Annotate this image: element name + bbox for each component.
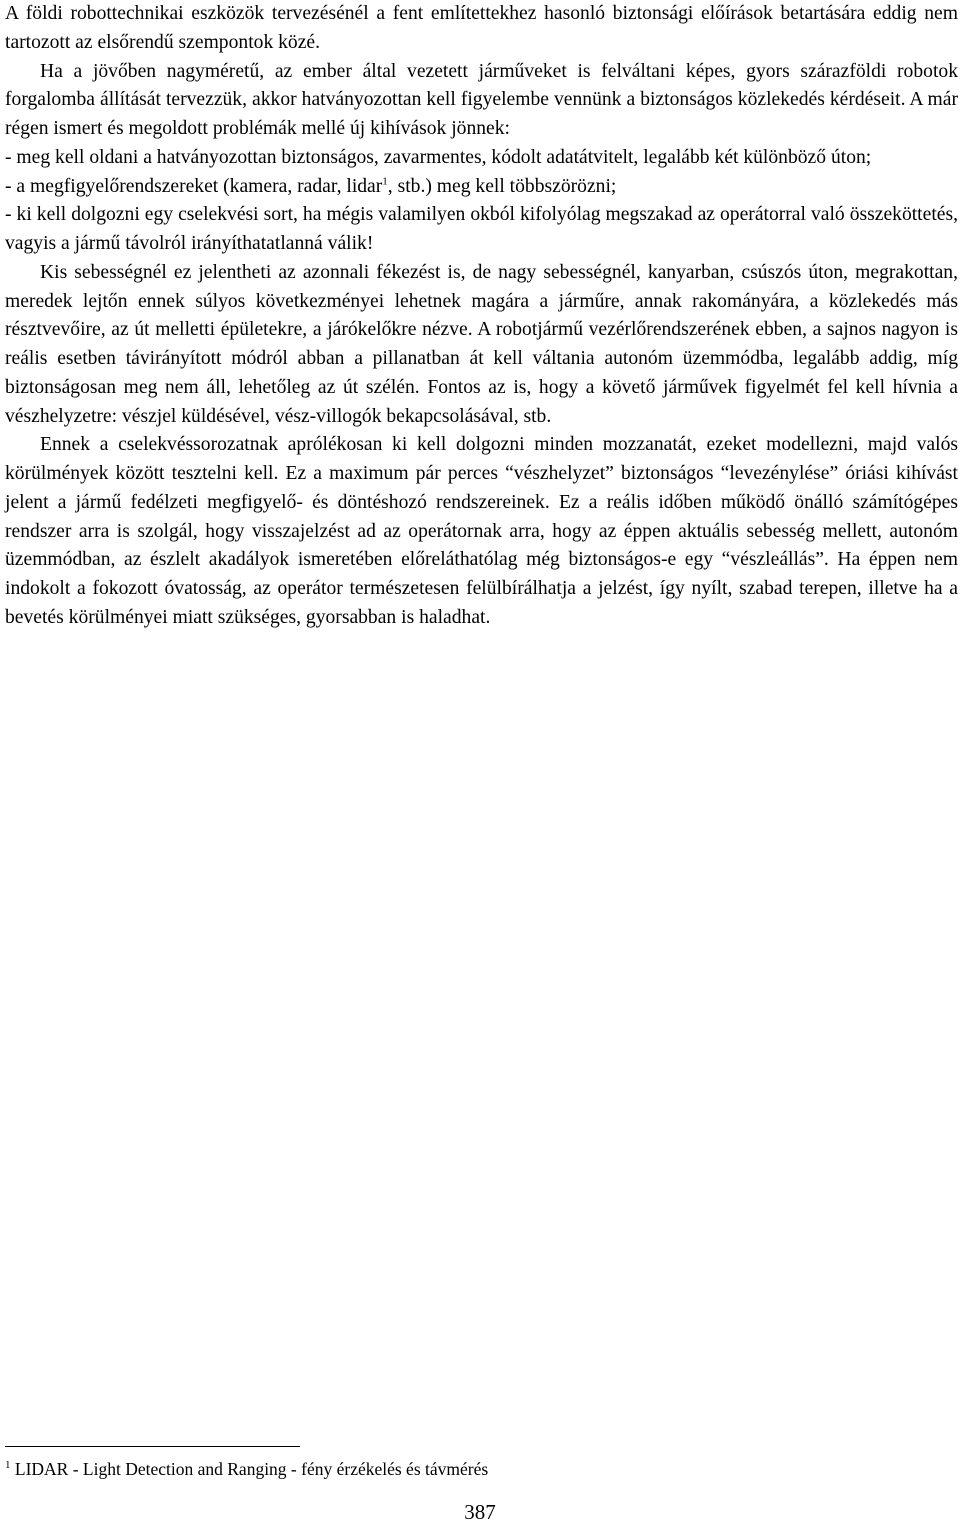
paragraph-low-speed: Kis sebességnél ez jelentheti az azonnali fékezést is, de nagy sebességnél, kanyarban, csúszós úton, megrakottan, meredek lejtőn ennek súlyos következményei lehetnek magára a járműre, annak rakományára, a közlekedés más résztvevőire, az út melletti épületekre, a járókelőkre nézve. A robotjármű vezérlőrendszerének ebben, a sajnos nagyon is reális esetben távirányított módról abban a pillanatban át kell váltania autonóm üzemmódba, legalább addig, míg biztonságosan meg nem áll, lehetőleg az út szélén. Fontos az is, hogy a követő járművek figyelmét fel kell hívnia a vészhelyzetre: vészjel küldésével, vész-villogók bekapcsolásával, stb.: [5, 261, 958, 427]
footnote-text: LIDAR - Light Detection and Ranging - fény érzékelés és távmérés: [10, 1459, 489, 1479]
list-item-sensors-text-end: , stb.) meg kell többszörözni;: [387, 175, 617, 197]
paragraph-action-sequence: Ennek a cselekvéssorozatnak aprólékosan ki kell dolgozni minden mozzanatát, ezeket modellezni, majd valós körülmények között tesztelni kell. Ez a maximum pár perces “vészhelyzet” biztonságos “levezénylése” óriási kihívást jelent a jármű fedélzeti megfigyelő- és döntéshozó rendszereinek. Ez a reális időben működő önálló számítógépes rendszer arra is szolgál, hogy visszajelzést ad az operátornak arra, hogy az éppen aktuális sebesség mellett, autonóm üzemmódban, az észlelt akadályok ismeretében előreláthatólag még biztonságos-e egy “vészleállás”. Ha éppen nem indokolt a fokozott óvatosság, az operátor természetesen felülbírálhatja a jelzést, így nyílt, szabad terepen, illetve ha a bevetés körülményei miatt szükséges, gyorsabban is haladhat.: [5, 434, 958, 628]
footnote-marker: 1: [5, 1459, 11, 1472]
footnote-reference: 1: [382, 174, 388, 187]
footnote: [5, 1457, 488, 1481]
footnote-separator: [5, 1446, 300, 1447]
document-body: [5, 0, 958, 633]
list-item-sensors: [5, 173, 958, 202]
paragraph-intro: A földi robottechnikai eszközök tervezésénél a fent említettekhez hasonló biztonsági előírások betartására eddig nem tartozott az elsőrendű szempontok közé.: [5, 3, 958, 53]
list-item-sensors-text: - a megfigyelőrendszereket (kamera, radar, lidar: [5, 175, 383, 197]
page-number: 387: [464, 1500, 496, 1524]
list-item-data-transfer: - meg kell oldani a hatványozottan biztonságos, zavarmentes, kódolt adatátvitelt, legalább két különböző úton;: [5, 146, 872, 168]
list-item-action-sequence: - ki kell dolgozni egy cselekvési sort, ha mégis valamilyen okból kifolyólag megszakad az operátorral való összeköttetés, vagyis a jármű távolról irányíthatatlanná válik!: [5, 204, 958, 254]
paragraph-challenges: Ha a jövőben nagyméretű, az ember által vezetett járműveket is felváltani képes, gyors szárazföldi robotok forgalomba állítását tervezzük, akkor hatványozottan kell figyelembe vennünk a biztonságos közlekedés kérdéseit. A már régen ismert és megoldott problémák mellé új kihívások jönnek:: [5, 60, 958, 139]
